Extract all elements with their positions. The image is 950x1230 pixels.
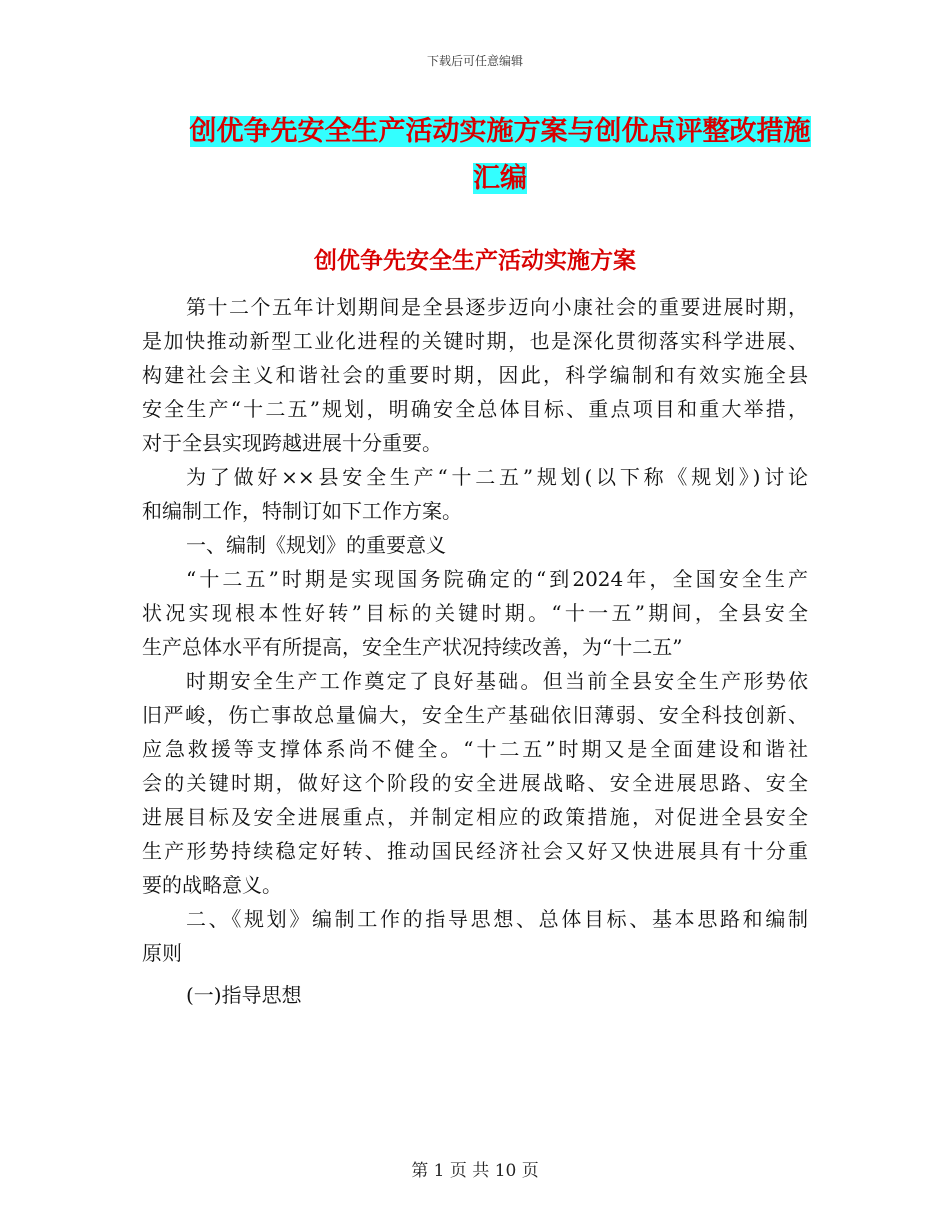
body-line: 生产形势持续稳定好转、推动国民经济社会又好又快进展具有十分重 bbox=[142, 839, 808, 863]
body-line: 和编制工作，特制订如下工作方案。 bbox=[142, 499, 462, 523]
body-line: 是加快推动新型工业化进程的关键时期，也是深化贯彻落实科学进展、 bbox=[142, 329, 808, 353]
body-line: “十二五”时期是实现国务院确定的“到2024年，全国安全生产 bbox=[186, 567, 808, 591]
body-line: 会的关键时期，做好这个阶段的安全进展战略、安全进展思路、安全 bbox=[142, 771, 808, 795]
body-line: 构建社会主义和谐社会的重要时期，因此，科学编制和有效实施全县 bbox=[142, 363, 808, 387]
document-title bbox=[140, 108, 860, 202]
section-title: 创优争先安全生产活动实施方案 bbox=[314, 248, 636, 274]
body-line: 生产总体水平有所提高，安全生产状况持续改善，为“十二五” bbox=[142, 635, 683, 659]
document-body bbox=[142, 290, 808, 1012]
title-line-1: 创优争先安全生产活动实施方案与创优点评整改措施 bbox=[189, 116, 811, 147]
subsection-heading: (一)指导思想 bbox=[186, 983, 302, 1007]
body-line: 时期安全生产工作奠定了良好基础。但当前全县安全生产形势依 bbox=[186, 669, 808, 693]
page-number: 第 1 页 共 10 页 bbox=[411, 1161, 539, 1181]
body-line: 为了做好××县安全生产“十二五”规划(以下称《规划》)讨论 bbox=[186, 465, 808, 489]
body-line: 第十二个五年计划期间是全县逐步迈向小康社会的重要进展时期， bbox=[186, 295, 808, 319]
body-line: 对于全县实现跨越进展十分重要。 bbox=[142, 431, 442, 455]
body-line: 状况实现根本性好转”目标的关键时期。“十一五”期间，全县安全 bbox=[142, 601, 808, 625]
title-line-2: 汇编 bbox=[473, 163, 527, 194]
page-header-note: 下载后可任意编辑 bbox=[426, 54, 523, 68]
section-heading-2-cont: 原则 bbox=[142, 941, 182, 965]
body-line: 要的战略意义。 bbox=[142, 873, 282, 897]
section-heading-1: 一、编制《规划》的重要意义 bbox=[186, 533, 446, 557]
body-line: 进展目标及安全进展重点，并制定相应的政策措施，对促进全县安全 bbox=[142, 805, 808, 829]
section-heading-2: 二、《规划》编制工作的指导思想、总体目标、基本思路和编制 bbox=[186, 907, 808, 931]
body-line: 旧严峻，伤亡事故总量偏大，安全生产基础依旧薄弱、安全科技创新、 bbox=[142, 703, 808, 727]
body-line: 安全生产“十二五”规划，明确安全总体目标、重点项目和重大举措， bbox=[142, 397, 808, 421]
body-line: 应急救援等支撑体系尚不健全。“十二五”时期又是全面建设和谐社 bbox=[142, 737, 808, 761]
